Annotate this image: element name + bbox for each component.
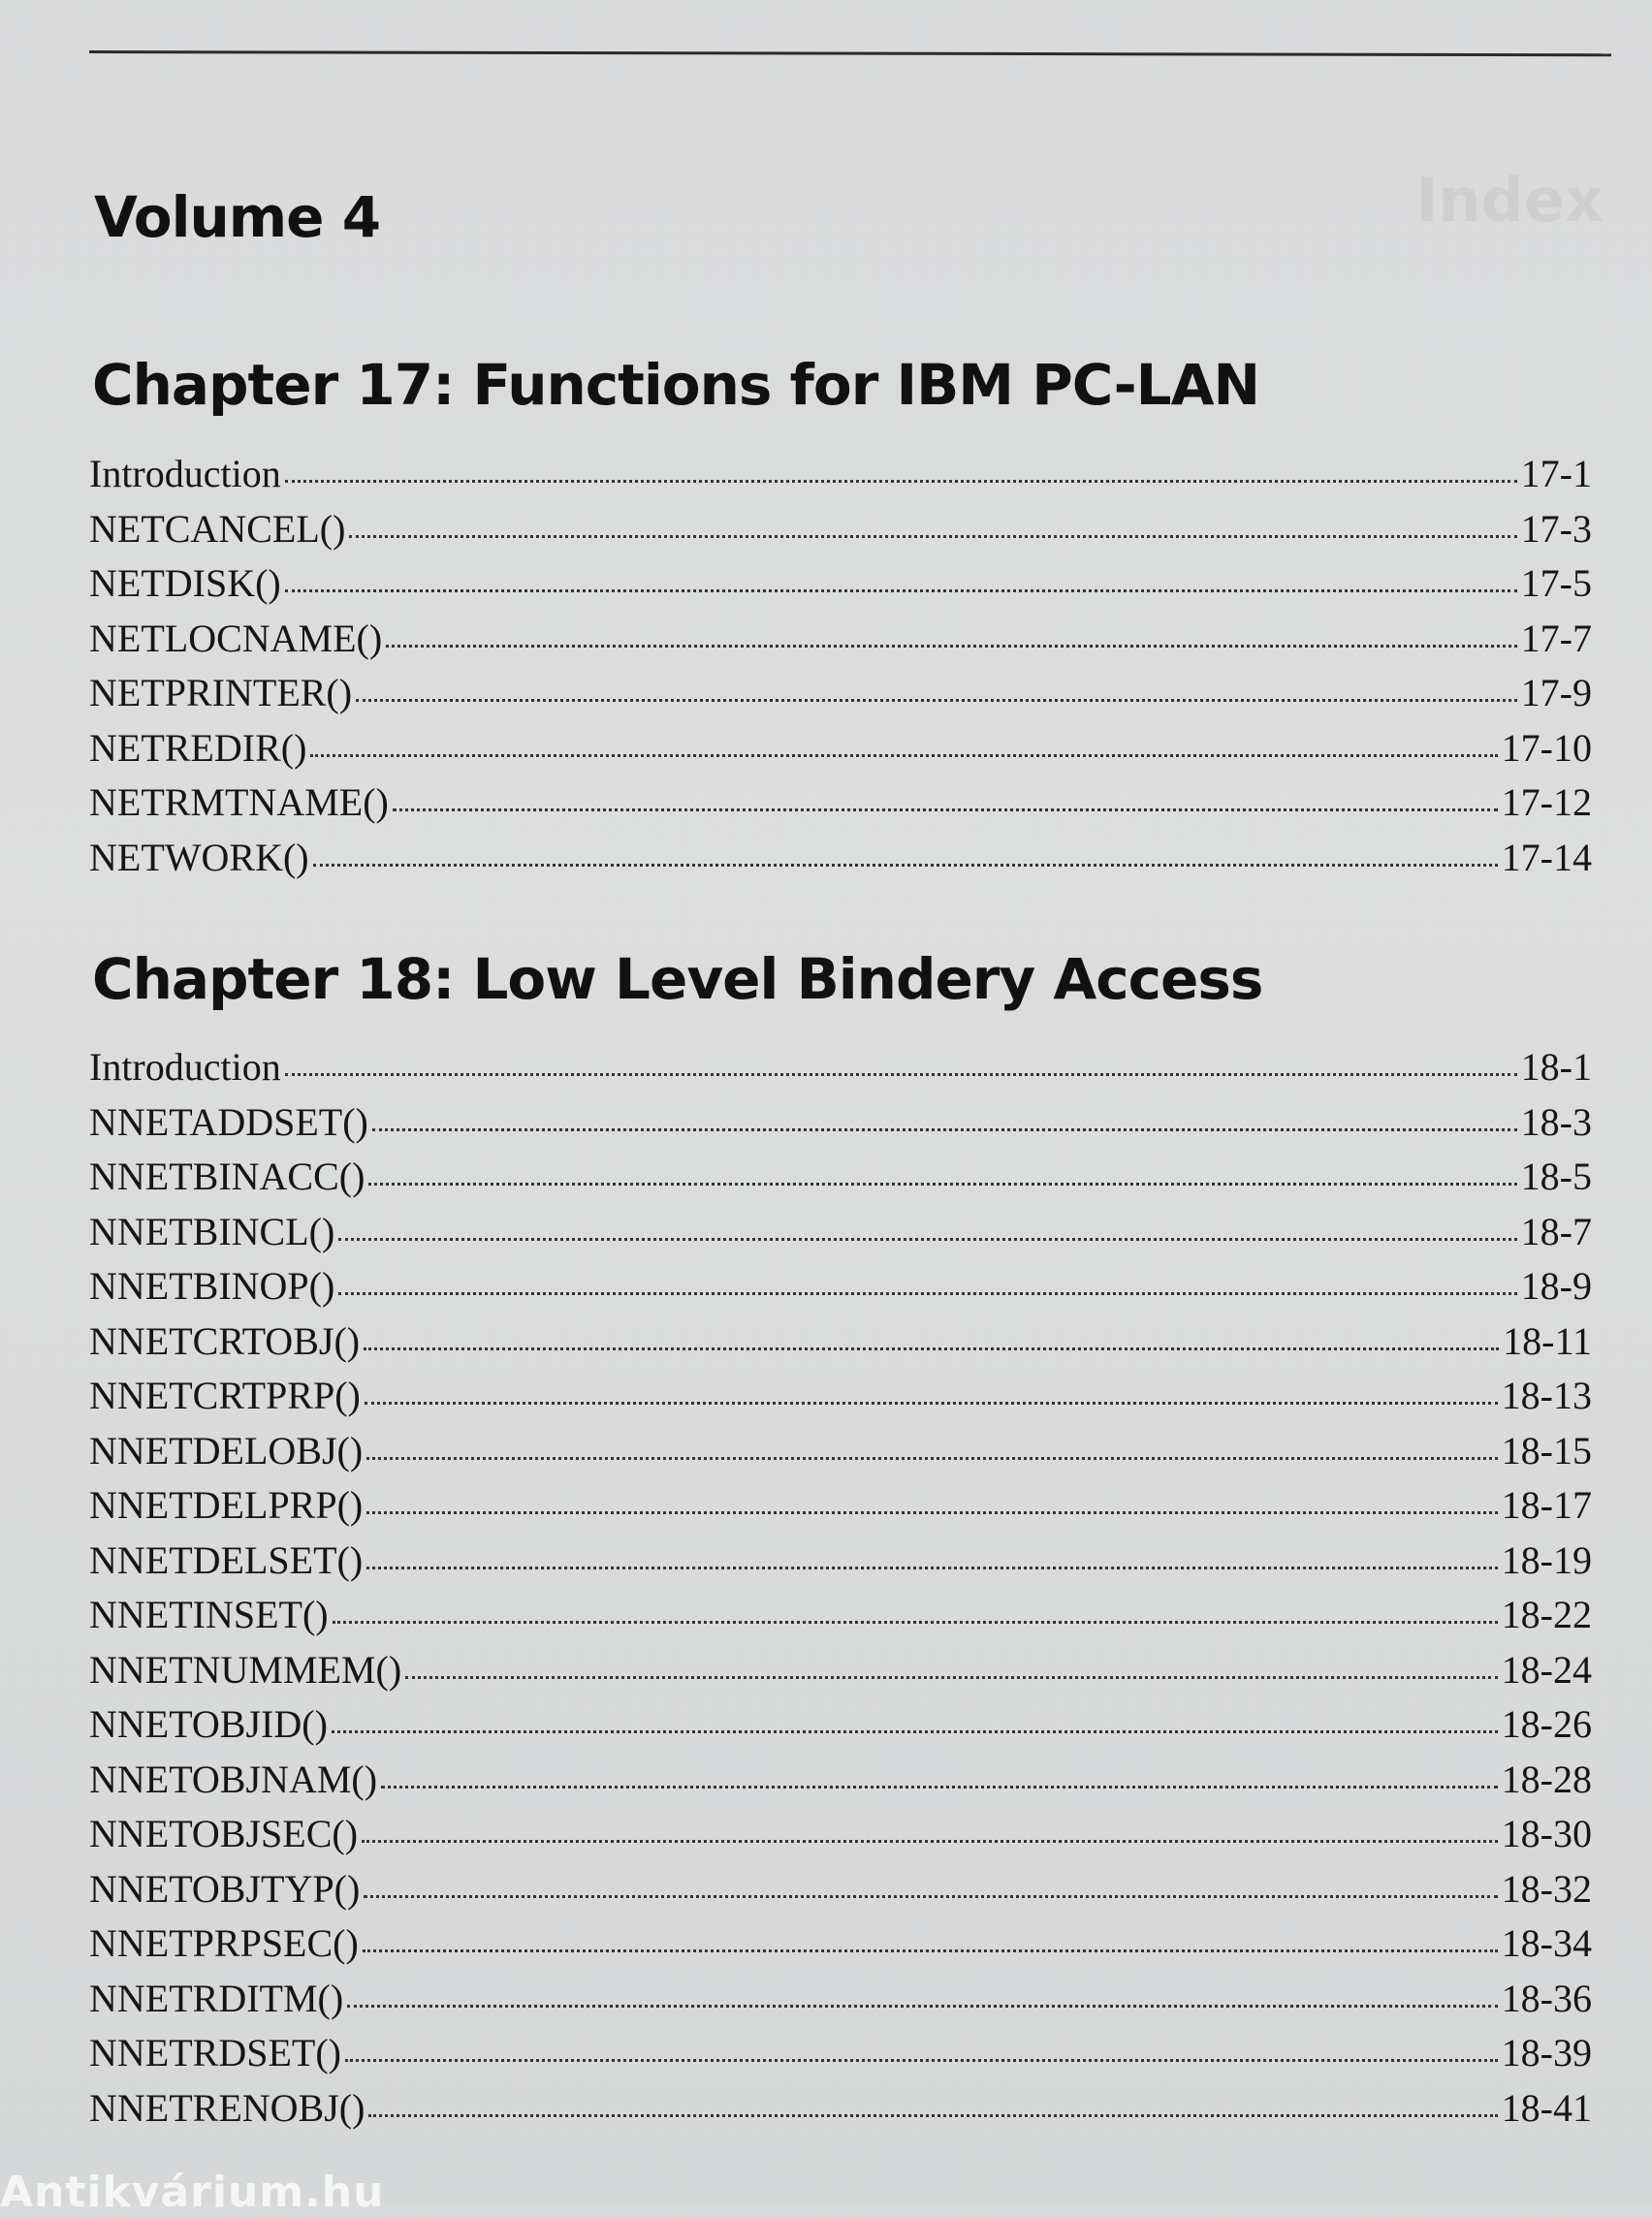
toc-page-number: 17-7 xyxy=(1520,616,1592,660)
toc-entry xyxy=(89,1862,1592,1917)
toc-page-number: 18-15 xyxy=(1501,1428,1592,1473)
toc-entry-name: NETPRINTER() xyxy=(89,671,353,714)
dot-leader xyxy=(285,589,1517,592)
dot-leader xyxy=(405,1676,1497,1679)
chapter-17-toc xyxy=(89,447,1592,885)
toc-entry xyxy=(89,776,1592,831)
toc-entry-name: NNETNUMMEM() xyxy=(89,1647,402,1692)
toc-page-number: 18-39 xyxy=(1501,2031,1592,2074)
toc-entry xyxy=(89,612,1592,667)
toc-entry-name: NNETDELPRP() xyxy=(89,1483,364,1527)
toc-entry-name: NNETADDSET() xyxy=(89,1099,368,1144)
chapter-17-title: Chapter 17: Functions for IBM PC-LAN xyxy=(92,352,1260,418)
toc-page-number: 18-7 xyxy=(1520,1209,1592,1253)
toc-page-number: 17-12 xyxy=(1501,780,1592,824)
toc-page-number: 18-13 xyxy=(1501,1374,1592,1417)
toc-page-number: 18-19 xyxy=(1501,1537,1592,1582)
toc-entry-name: NNETRDITM() xyxy=(89,1976,344,2020)
volume-heading: Volume 4 xyxy=(94,184,381,250)
dot-leader xyxy=(333,1621,1498,1624)
toc-entry xyxy=(89,1697,1592,1753)
dot-leader xyxy=(363,1949,1498,1952)
toc-entry-name: NNETINSET() xyxy=(89,1593,329,1636)
toc-page-number: 18-22 xyxy=(1501,1593,1592,1636)
toc-entry-name: Introduction xyxy=(89,452,281,495)
toc-entry-name: NNETDELOBJ() xyxy=(89,1428,364,1473)
toc-entry-name: NNETRENOBJ() xyxy=(89,2085,365,2130)
dot-leader xyxy=(347,2005,1498,2008)
toc-entry xyxy=(89,1040,1592,1095)
toc-page-number: 18-32 xyxy=(1501,1866,1592,1911)
toc-entry xyxy=(89,1588,1592,1643)
toc-entry xyxy=(89,721,1592,776)
toc-entry-name: NNETBINACC() xyxy=(89,1155,365,1198)
toc-entry xyxy=(89,2026,1592,2081)
dot-leader xyxy=(338,1292,1516,1295)
toc-entry xyxy=(89,1753,1592,1808)
toc-entry-name: NNETOBJNAM() xyxy=(89,1757,378,1801)
dot-leader xyxy=(349,535,1516,538)
toc-page-number: 17-5 xyxy=(1520,561,1592,605)
bleed-through-text: Index xyxy=(1415,165,1604,236)
dot-leader xyxy=(368,2114,1497,2117)
toc-entry xyxy=(89,666,1592,721)
toc-page-number: 18-5 xyxy=(1520,1155,1592,1198)
toc-entry xyxy=(89,1259,1592,1314)
toc-page-number: 18-24 xyxy=(1501,1647,1592,1692)
toc-entry xyxy=(89,556,1592,612)
dot-leader xyxy=(356,699,1517,702)
toc-page-number: 18-11 xyxy=(1503,1318,1592,1363)
top-rule xyxy=(89,50,1611,56)
toc-entry xyxy=(89,2081,1592,2137)
toc-entry-name: NNETRDSET() xyxy=(89,2031,341,2074)
toc-entry xyxy=(89,1972,1592,2027)
dot-leader xyxy=(364,1895,1497,1898)
toc-entry-name: NETRMTNAME() xyxy=(89,780,389,824)
toc-page-number: 18-34 xyxy=(1501,1921,1592,1965)
toc-page-number: 18-41 xyxy=(1501,2085,1592,2130)
dot-leader xyxy=(310,754,1497,757)
toc-entry xyxy=(89,1369,1592,1424)
toc-page-number: 18-1 xyxy=(1520,1045,1592,1089)
dot-leader xyxy=(381,1786,1498,1789)
toc-page-number: 18-30 xyxy=(1501,1812,1592,1855)
toc-entry xyxy=(89,1424,1592,1479)
toc-page-number: 17-3 xyxy=(1520,506,1592,551)
toc-entry xyxy=(89,1807,1592,1862)
toc-page-number: 18-36 xyxy=(1501,1976,1592,2020)
toc-entry xyxy=(89,1095,1592,1151)
toc-entry-name: NNETDELSET() xyxy=(89,1537,364,1582)
toc-entry-name: Introduction xyxy=(89,1045,281,1089)
toc-page-number: 18-17 xyxy=(1501,1483,1592,1527)
dot-leader xyxy=(345,2059,1498,2062)
dot-leader xyxy=(365,1402,1498,1405)
dot-leader xyxy=(386,645,1517,648)
dot-leader xyxy=(285,1073,1517,1076)
toc-page-number: 18-26 xyxy=(1501,1702,1592,1746)
toc-page-number: 17-9 xyxy=(1520,671,1592,714)
dot-leader xyxy=(366,1457,1498,1460)
toc-entry-name: NNETPRPSEC() xyxy=(89,1921,359,1965)
toc-entry xyxy=(89,1478,1592,1534)
toc-entry-name: NNETBINOP() xyxy=(89,1264,335,1308)
toc-entry-name: NNETOBJID() xyxy=(89,1702,328,1746)
toc-entry-name: NNETOBJTYP() xyxy=(89,1866,361,1911)
toc-page-number: 17-14 xyxy=(1501,835,1592,879)
dot-leader xyxy=(366,1511,1497,1514)
toc-page-number: 17-1 xyxy=(1520,452,1592,495)
toc-entry-name: NETWORK() xyxy=(89,835,309,879)
dot-leader xyxy=(366,1567,1498,1569)
dot-leader xyxy=(368,1183,1516,1186)
toc-entry-name: NNETCRTPRP() xyxy=(89,1374,361,1417)
toc-entry xyxy=(89,1314,1592,1370)
toc-entry xyxy=(89,831,1592,886)
chapter-18-title: Chapter 18: Low Level Bindery Access xyxy=(92,946,1263,1012)
toc-page-number: 18-9 xyxy=(1520,1264,1592,1308)
dot-leader xyxy=(338,1238,1516,1241)
toc-entry-name: NNETOBJSEC() xyxy=(89,1812,359,1855)
toc-entry xyxy=(89,502,1592,557)
dot-leader xyxy=(285,480,1517,483)
dot-leader xyxy=(393,808,1498,811)
toc-entry-name: NETCANCEL() xyxy=(89,506,346,551)
toc-entry-name: NETREDIR() xyxy=(89,725,307,770)
dot-leader xyxy=(313,864,1498,867)
dot-leader xyxy=(362,1840,1498,1843)
toc-page-number: 18-3 xyxy=(1520,1099,1592,1144)
toc-entry-name: NETLOCNAME() xyxy=(89,616,383,660)
toc-entry-name: NNETCRTOBJ() xyxy=(89,1318,361,1363)
chapter-18-toc xyxy=(89,1040,1592,2136)
toc-entry xyxy=(89,1205,1592,1260)
toc-entry xyxy=(89,1534,1592,1589)
toc-entry xyxy=(89,1150,1592,1205)
dot-leader xyxy=(332,1730,1498,1733)
dot-leader xyxy=(372,1128,1517,1131)
toc-entry-name: NETDISK() xyxy=(89,561,281,605)
toc-page-number: 18-28 xyxy=(1501,1757,1592,1801)
watermark: Antikvárium.hu xyxy=(0,2168,385,2217)
toc-entry xyxy=(89,1643,1592,1698)
toc-entry xyxy=(89,1916,1592,1972)
toc-page-number: 17-10 xyxy=(1501,725,1592,770)
toc-entry xyxy=(89,447,1592,502)
toc-entry-name: NNETBINCL() xyxy=(89,1209,335,1253)
dot-leader xyxy=(364,1347,1499,1350)
